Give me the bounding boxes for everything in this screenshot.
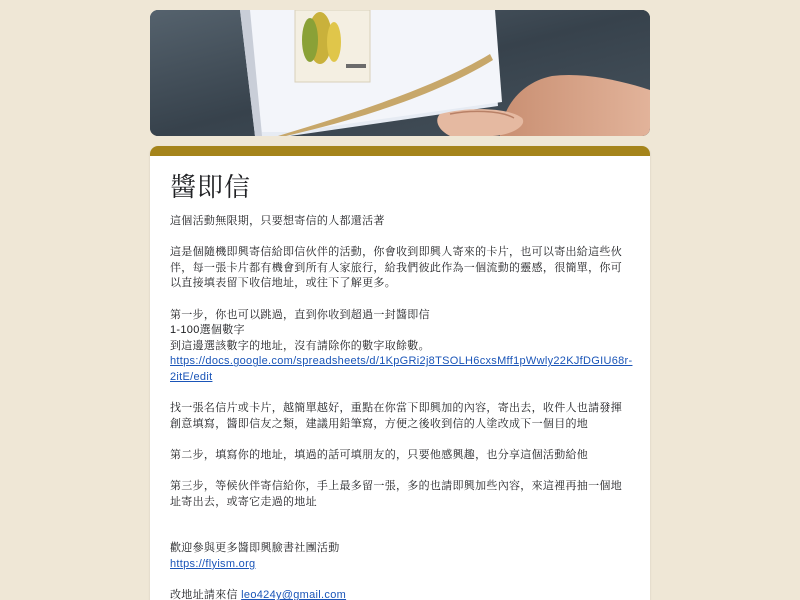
step-two-text: 第二步，填寫你的地址，填過的話可填朋友的，只要他感興趣，也分享這個活動給他 <box>170 448 589 461</box>
postcard-instruction-text: 找一張名信片或卡片，越簡單越好，重點在你當下即興加的內容，寄出去，收件人也請發揮創意填寫，醬即信友之類，建議用鉛筆寫，方便之後收到信的人塗改成下一個目的地 <box>170 402 622 430</box>
description-paragraph: 這是個隨機即興寄信給即信伙伴的活動，你會收到即興人寄來的卡片，也可以寄出給這些伙伴，每一張卡片都有機會到所有人家旅行，給我們彼此作為一個流動的靈感，很簡單，你可以直接填表留下收信地址，或往下了解更多。 <box>170 246 622 290</box>
form-description-card <box>150 146 650 600</box>
email-link[interactable]: leo424y@gmail.com <box>241 589 347 600</box>
community-invite-text: 歡迎參與更多醬即興臉書社團活動 <box>170 542 340 555</box>
description-line: 這個活動無限期，只要想寄信的人都還活著 <box>170 215 385 227</box>
contact-label: 改地址請來信 <box>170 589 242 600</box>
banner-photo <box>150 10 650 136</box>
header-banner-image <box>150 10 650 136</box>
pick-number-text: 1-100選個數字 <box>170 324 245 337</box>
card-accent-bar <box>150 146 650 156</box>
website-link[interactable]: https://flyism.org <box>170 557 256 570</box>
form-description <box>170 214 633 600</box>
step-one-text: 第一步，你也可以跳過，直到你收到超過一封醬即信 <box>170 308 430 321</box>
contact-line <box>170 588 630 600</box>
step-three-text: 第三步，等候伙伴寄信給你，手上最多留一張，多的也請即興加些內容，來這裡再抽一個地址寄出去，或寄它走過的地址 <box>170 480 622 508</box>
form-title: 醬即信 <box>170 172 252 202</box>
address-instruction-text: 到這邊選該數字的地址，沒有請除你的數字取餘數。 <box>170 339 430 352</box>
spreadsheet-link[interactable]: https://docs.google.com/spreadsheets/d/1KpGRi2j8TSOLH6cxsMff1pWwly22KJfDGIU68r-2itE/edit <box>170 355 633 383</box>
